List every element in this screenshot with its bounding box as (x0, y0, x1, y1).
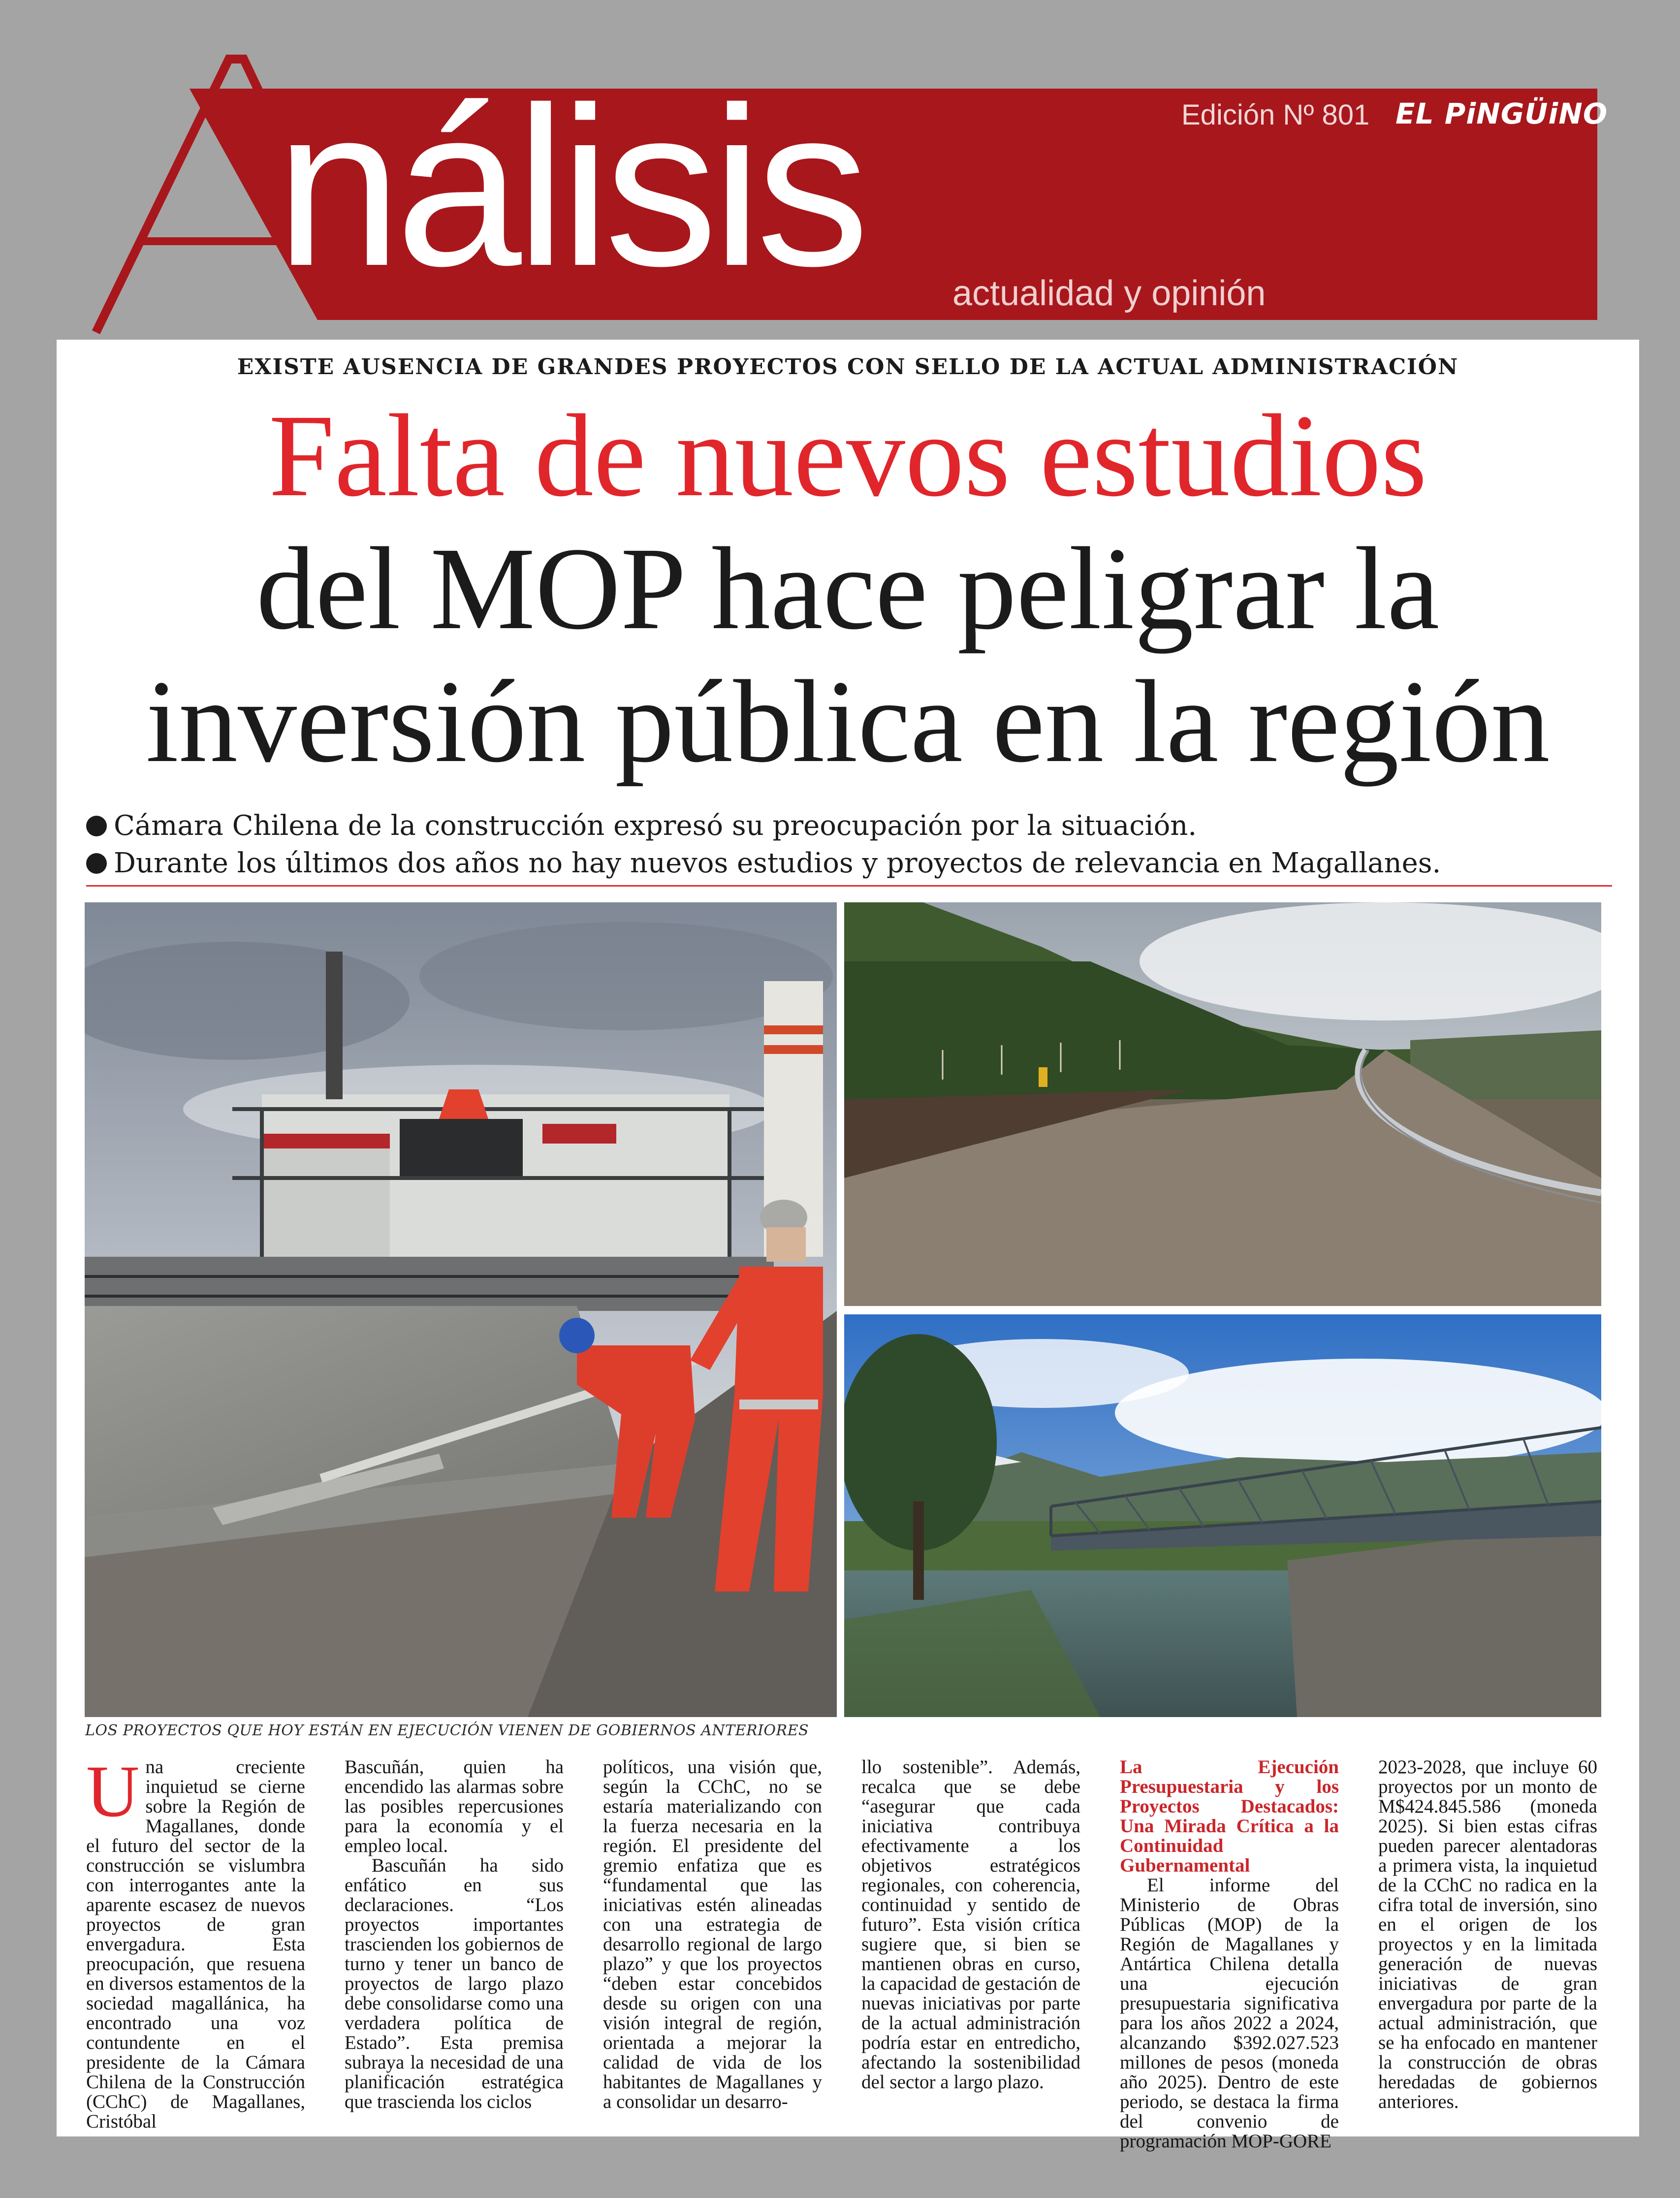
summary-divider (86, 885, 1612, 887)
body-column-6 (1378, 1757, 1597, 2112)
body-column-2 (345, 1757, 564, 2112)
bullet-dot-icon (86, 816, 107, 836)
article-page (57, 340, 1639, 2152)
article-summary (86, 807, 1612, 882)
body-paragraph: Bascuñán ha sido enfático en sus declaraciones. “Los proyectos importantes trascienden los gobiernos de turno y tener un banco de proyectos de largo plazo debe consolidarse como una verdadera política de Estado”. Esta premisa subraya la necesidad de una planificación estratégica que trascienda los ciclos (345, 1855, 564, 2112)
photo-caption: LOS PROYECTOS QUE HOY ESTÁN EN EJECUCIÓN VIENEN DE GOBIERNOS ANTERIORES (85, 1722, 809, 1739)
headline-line-1: del MOP hace peligrar la (256, 523, 1440, 654)
summary-bullet: Cámara Chilena de la construcción expresó su preocupación por la situación. (86, 807, 1612, 845)
section-subhead: La Ejecución Presupuestaria y los Proyectos Destacados: Una Mirada Crítica a la Continuidad Gubernamental (1120, 1756, 1339, 1876)
bullet-dot-icon (86, 853, 107, 874)
headline-line-red: Falta de nuevos estudios (268, 390, 1427, 521)
headline-line-2: inversión pública en la región (146, 656, 1550, 787)
photo-steel-bridge (844, 1314, 1601, 1717)
section-title: nálisis (276, 61, 864, 313)
body-paragraph: políticos, una visión que, según la CChC, no se estaría materializando con la fuerza necesaria en la región. El presidente del gremio enfatiza que es “fundamental que las iniciativas estén alineadas con una estrategia de desarrollo regional de largo plazo” y que los proyectos “deben estar concebidos desde su origen con una visión integral de región, orientada a mejorar la calidad de vida de los habitantes de Magallanes y a consolidar un desarro- (603, 1756, 822, 2112)
photo-gravel-road (844, 902, 1601, 1306)
photo-paving-crew (85, 902, 837, 1717)
body-column-1 (86, 1751, 305, 2132)
body-column-3 (603, 1757, 822, 2112)
body-column-5 (1120, 1757, 1339, 2151)
drop-cap: U (86, 1751, 140, 1832)
masthead (0, 0, 1680, 345)
body-paragraph: llo sostenible”. Además, recalca que se debe “asegurar que cada iniciativa contribuya efectivamente a los objetivos estratégicos regionales, con coherencia, continuidad y sentido de futuro”. Esta visión crítica sugiere que, si bien se mantienen obras en curso, la capacidad de gestación de nuevas iniciativas por parte de la actual administración podría estar en entredicho, afectando la sostenibilidad del sector a largo plazo. (861, 1756, 1080, 2093)
section-tagline: actualidad y opinión (952, 274, 1266, 313)
summary-bullet: Durante los últimos dos años no hay nuevos estudios y proyectos de relevancia en Magallanes. (86, 845, 1612, 882)
body-paragraph: na creciente inquietud se cierne sobre la Región de Magallanes, donde el futuro del sector de la construcción se vislumbra con interrogantes ante la aparente escasez de nuevos proyectos de gran envergadura. Esta preocupación, que resuena en diversos estamentos de la sociedad magallánica, ha encontrado una voz contundente en el presidente de la Cámara Chilena de la Construcción (CChC) de Magallanes, Cristóbal (86, 1756, 305, 2132)
article-kicker: EXISTE AUSENCIA DE GRANDES PROYECTOS CON SELLO DE LA ACTUAL ADMINISTRACIÓN (237, 354, 1459, 380)
body-paragraph: 2023-2028, que incluye 60 proyectos por un monto de M$424.845.586 (moneda 2025). Si bien estas cifras pueden parecer alentadoras a primera vista, la inquietud de la CChC no radica en la cifra total de inversión, sino en el origen de los proyectos y en la limitada generación de nuevas iniciativas de gran envergadura por parte de la actual administración, que se ha enfocado en mantener la construcción de obras heredadas de gobiernos anteriores. (1378, 1756, 1597, 2112)
article-headline (57, 389, 1639, 788)
edition-number: Edición Nº 801 (1181, 99, 1370, 131)
body-paragraph: El informe del Ministerio de Obras Públicas (MOP) de la Región de Magallanes y Antártica Chilena detalla una ejecución presupuestaria significativa para los años 2022 a 2024, alcanzando $392.027.523 millones de pesos (moneda año 2025). Dentro de este periodo, se destaca la firma del convenio de programación MOP-GORE (1120, 1875, 1339, 2152)
newspaper-brand: EL PiNGÜiNO (1395, 97, 1608, 130)
body-paragraph: Bascuñán, quien ha encendido las alarmas sobre las posibles repercusiones para la economía y el empleo local. (345, 1756, 564, 1856)
body-column-4 (861, 1757, 1080, 2092)
